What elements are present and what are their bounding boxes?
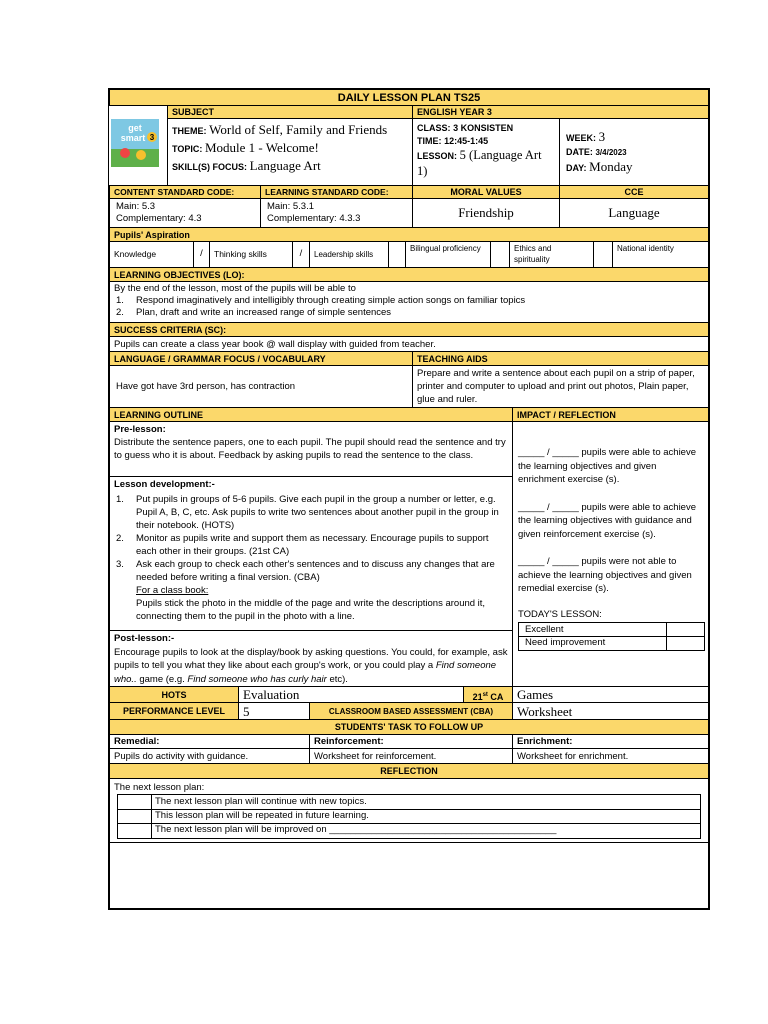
pre-lesson-label: Pre-lesson:	[114, 424, 166, 435]
development-text: Ask each group to check each other's sentences and to discuss any changes that are needed before writing a final version. (CBA)	[136, 559, 495, 583]
objectives-label: LEARNING OBJECTIVES (LO):	[109, 267, 709, 282]
impact-enrichment: _____ / _____ pupils were able to achieve the learning objectives and given enrichment exercise (s).	[518, 447, 696, 485]
date-label: DATE:	[566, 147, 593, 157]
development-text: Put pupils in groups of 5-6 pupils. Give each pupil in the group a number or letter, e.g. Pupil A, B, C, etc. Ask pupils to write two sentences about another pupil in the group in their notebook. (HOTS)	[136, 494, 499, 531]
followup-label: STUDENTS' TASK TO FOLLOW UP	[109, 719, 709, 735]
enrichment-label: Enrichment:	[512, 734, 709, 749]
time-label: TIME:	[417, 136, 442, 146]
enrichment-text: Worksheet for enrichment.	[512, 748, 709, 764]
class-book-label: For a class book:	[136, 585, 209, 596]
success-criteria-text: Pupils can create a class year book @ wall display with guided from teacher.	[109, 336, 709, 352]
pre-lesson-cell	[109, 421, 513, 477]
theme-topic-cell	[167, 118, 413, 186]
ca-superscript: st	[482, 692, 488, 698]
reflection-checkbox-1[interactable]	[118, 795, 152, 810]
cce-value: Language	[559, 198, 709, 228]
book-cover-image	[111, 119, 163, 171]
book-cover-icon	[111, 119, 159, 167]
subject-value: ENGLISH YEAR 3	[412, 105, 709, 119]
lesson-value: 5 (Language Art 1)	[417, 148, 542, 178]
week-value: 3	[598, 129, 606, 144]
post-lesson-text	[114, 646, 508, 687]
day-value: Monday	[589, 159, 633, 174]
lesson-development-label: Lesson development:-	[114, 479, 215, 490]
option-excellent-box[interactable]	[666, 623, 704, 637]
cce-label: CCE	[559, 185, 709, 199]
book-cover-word-2: smart	[120, 133, 146, 143]
success-criteria-label: SUCCESS CRITERIA (SC):	[109, 322, 709, 337]
21st-ca-label	[463, 686, 513, 703]
performance-level-label: PERFORMANCE LEVEL	[109, 702, 239, 720]
document-title: DAILY LESSON PLAN TS25	[109, 89, 709, 106]
reflection-label: REFLECTION	[109, 763, 709, 779]
performance-level-value: 5	[238, 702, 310, 720]
aspiration-thinking-mark: /	[292, 241, 310, 268]
option-need-improvement: Need improvement	[519, 636, 667, 650]
learning-standard-label: LEARNING STANDARD CODE:	[260, 185, 413, 199]
post-lesson-text-part: etc).	[326, 673, 348, 685]
learning-outline-label: LEARNING OUTLINE	[109, 407, 513, 422]
theme-value: World of Self, Family and Friends	[209, 122, 388, 137]
learning-standard-values	[260, 198, 413, 228]
reinforcement-label: Reinforcement:	[309, 734, 513, 749]
reflection-checkbox-2[interactable]	[118, 809, 152, 824]
post-lesson-cell	[109, 630, 513, 687]
todays-lesson-label: TODAY'S LESSON:	[518, 608, 602, 620]
reflection-option-2: This lesson plan will be repeated in future learning.	[151, 809, 700, 824]
lesson-label: LESSON:	[417, 151, 458, 161]
week-label: WEEK:	[566, 133, 596, 143]
learning-main: Main: 5.3.1	[267, 201, 314, 212]
skill-value: Language Art	[249, 158, 321, 173]
reflection-option-1: The next lesson plan will continue with new topics.	[151, 795, 700, 810]
remedial-label: Remedial:	[109, 734, 310, 749]
date-value: 3/4/2023	[595, 148, 627, 157]
content-standard-values	[109, 198, 261, 228]
aspiration-knowledge: Knowledge	[109, 241, 194, 268]
post-lesson-text-part: game (e.g.	[136, 673, 188, 685]
class-book-text: Pupils stick the photo in the middle of the page and write the descriptions around it, connecting them to the pupil in the photo with a line.	[136, 598, 486, 622]
book-cover-number: 3	[149, 133, 155, 142]
reflection-option-3: The next lesson plan will be improved on ___________________________________________	[155, 824, 557, 835]
time-value: 12:45-1:45	[444, 136, 489, 146]
objective-number: 2.	[116, 307, 124, 318]
lesson-plan-document	[108, 88, 710, 910]
post-lesson-italic: Find someone who has curly hair	[187, 673, 327, 685]
development-item	[114, 493, 508, 532]
option-need-improvement-box[interactable]	[666, 636, 704, 650]
theme-label: THEME:	[172, 126, 207, 136]
aspiration-ethics: Ethics and spirituality	[509, 241, 594, 268]
subject-label: SUBJECT	[167, 105, 413, 119]
development-number: 2.	[116, 533, 124, 544]
lesson-development-cell	[109, 476, 513, 631]
development-number: 3.	[116, 559, 124, 570]
ca-suffix: CA	[487, 692, 504, 702]
objectives-list	[114, 295, 704, 319]
class-value: 3 KONSISTEN	[453, 123, 514, 133]
post-lesson-text-part: Encourage pupils to look at the display/book by asking questions. You could, for example, ask pupils to tell you what they like about each group's work, or you could play a	[114, 646, 508, 671]
pre-lesson-text: Distribute the sentence papers, one to each pupil. The pupil should read the sentence and try to guess who it is about. Feedback by asking pupils to read the sentence to the class.	[114, 437, 506, 461]
book-cover-word-1: get	[128, 123, 142, 133]
day-label: DAY:	[566, 163, 587, 173]
objective-text: Respond imaginatively and intelligibly through creating simple action songs on familiar topics	[136, 295, 526, 306]
objectives-body	[109, 281, 709, 323]
impact-reflection-label: IMPACT / REFLECTION	[512, 407, 709, 422]
reflection-intro: The next lesson plan:	[114, 782, 205, 793]
week-date-cell	[559, 118, 709, 186]
objective-text: Plan, draft and write an increased range of simple sentences	[136, 307, 392, 318]
aspiration-ethics-mark	[593, 241, 613, 268]
aspiration-bilingual-mark	[490, 241, 510, 268]
aspiration-national: National identity	[612, 241, 709, 268]
learning-complementary: Complementary: 4.3.3	[267, 213, 361, 224]
aspiration-label: Pupils' Aspiration	[109, 227, 709, 242]
impact-remedial: _____ / _____ pupils were not able to achieve the learning objectives and given remedial exercise (s).	[518, 556, 692, 594]
class-time-cell	[412, 118, 560, 186]
topic-value: Module 1 - Welcome!	[204, 140, 319, 155]
content-main: Main: 5.3	[116, 201, 156, 212]
cba-value: Worksheet	[512, 702, 709, 720]
topic-label: TOPIC:	[172, 144, 203, 154]
moral-values-label: MORAL VALUES	[412, 185, 560, 199]
aspiration-leadership: Leadership skills	[309, 241, 389, 268]
cba-label: CLASSROOM BASED ASSESSMENT (CBA)	[309, 702, 513, 720]
post-lesson-italic: Find someone who..	[114, 660, 497, 685]
impact-reinforcement: _____ / _____ pupils were able to achieve the learning objectives with guidance and given reinforcement exercise (s).	[518, 501, 696, 540]
objective-item	[114, 307, 704, 319]
21st-ca-value: Games	[512, 686, 709, 703]
objective-number: 1.	[116, 295, 124, 306]
language-focus-label: LANGUAGE / GRAMMAR FOCUS / VOCABULARY	[109, 351, 413, 366]
teaching-aids-label: TEACHING AIDS	[412, 351, 709, 366]
language-focus-text: Have got have 3rd person, has contraction	[109, 365, 413, 408]
remedial-text: Pupils do activity with guidance.	[109, 748, 310, 764]
objectives-intro: By the end of the lesson, most of the pupils will be able to	[114, 283, 356, 294]
development-text: Monitor as pupils write and support them as necessary. Encourage pupils to support each other in their groups. (21st CA)	[136, 533, 489, 557]
class-label: CLASS:	[417, 123, 451, 133]
development-list	[114, 493, 508, 584]
notes-area[interactable]	[109, 842, 709, 909]
hots-value: Evaluation	[238, 686, 464, 703]
aspiration-thinking: Thinking skills	[209, 241, 293, 268]
aspiration-knowledge-mark: /	[193, 241, 210, 268]
reflection-body	[109, 778, 709, 843]
reflection-checkbox-3[interactable]	[118, 823, 152, 838]
skill-label: SKILL(S) FOCUS:	[172, 162, 247, 172]
ca-number: 21	[472, 692, 483, 702]
reflection-options-table	[117, 794, 701, 839]
class-book-block	[114, 584, 508, 623]
moral-value: Friendship	[412, 198, 560, 228]
teaching-aids-text: Prepare and write a sentence about each pupil on a strip of paper, printer and computer to upload and print out photos, Plain paper, glue and ruler.	[412, 365, 709, 408]
development-item	[114, 532, 508, 558]
reinforcement-text: Worksheet for reinforcement.	[309, 748, 513, 764]
option-excellent: Excellent	[519, 623, 667, 637]
development-item	[114, 558, 508, 584]
development-number: 1.	[116, 494, 124, 505]
hots-label: HOTS	[109, 686, 239, 703]
content-complementary: Complementary: 4.3	[116, 213, 202, 224]
aspiration-leadership-mark	[388, 241, 406, 268]
aspiration-bilingual: Bilingual proficiency	[405, 241, 491, 268]
objective-item	[114, 295, 704, 307]
content-standard-label: CONTENT STANDARD CODE:	[109, 185, 261, 199]
post-lesson-label: Post-lesson:-	[114, 633, 175, 644]
todays-lesson-table	[518, 622, 705, 651]
impact-cell	[512, 421, 709, 687]
